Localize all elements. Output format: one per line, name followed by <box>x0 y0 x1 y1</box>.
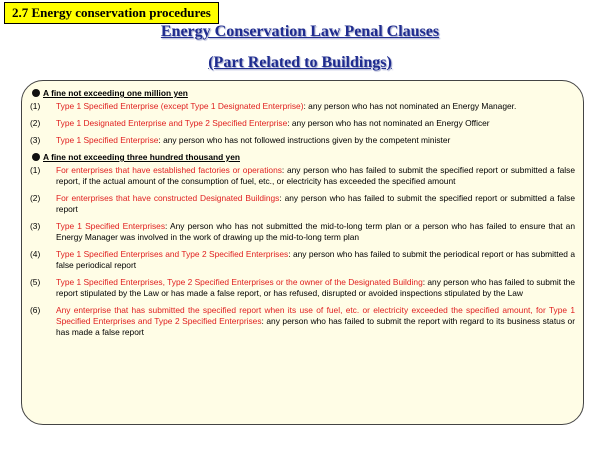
penalty-panel <box>21 80 584 425</box>
page-subtitle: (Part Related to Buildings) <box>208 54 392 71</box>
list-item: (1) For enterprises that have established factories or operations: any person who has failed to submit the specified report or submitted a false report, if the actual amount of the consumption of fuel, etc., or electricity has exceeded the specified amount <box>30 165 575 186</box>
section-tag: 2.7 Energy conservation procedures <box>4 2 219 24</box>
list-item: (2) Type 1 Designated Enterprise and Type 2 Specified Enterprise: any person who has not nominated an Energy Officer <box>30 118 490 128</box>
group-heading: A fine not exceeding three hundred thousand yen <box>32 152 575 163</box>
list-item: (4) Type 1 Specified Enterprises and Type 2 Specified Enterprises: any person who has failed to submit the periodical report or has submitted a false periodical report <box>30 249 575 270</box>
list-item: (6) Any enterprise that has submitted the specified report when its use of fuel, etc. or electricity exceeded the specified amount, for Type 1 Specified Enterprises and Type 2 Specified Enterprises: any person who has failed to submit the report with regard to its business status or has made a false report <box>30 305 575 337</box>
list-item: (3) Type 1 Specified Enterprises: Any person who has not submitted the mid-to-long term plan or a person who has failed to ensure that an Energy Manager was involved in the work of drawing up the mid-to-long term plan <box>30 221 575 242</box>
list-item: (1) Type 1 Specified Enterprise (except Type 1 Designated Enterprise): any person who has not nominated an Energy Manager. <box>30 101 517 111</box>
group-one-million <box>30 88 575 146</box>
group-three-hundred-thousand <box>30 152 575 338</box>
group-heading: A fine not exceeding one million yen <box>32 88 575 99</box>
page-title: Energy Conservation Law Penal Clauses <box>160 23 440 40</box>
list-item: (5) Type 1 Specified Enterprises, Type 2 Specified Enterprises or the owner of the Designated Building: any person who has failed to submit the report stipulated by the Law or has made a false report, or has refused, disrupted or avoided inspections stipulated by the Law <box>30 277 575 298</box>
bullet-icon <box>32 89 40 97</box>
list-item: (2) For enterprises that have constructed Designated Buildings: any person who has failed to submit the specified report or submitted a false report <box>30 193 575 214</box>
list-item: (3) Type 1 Specified Enterprise: any person who has not followed instructions given by the competent minister <box>30 135 451 145</box>
bullet-icon <box>32 153 40 161</box>
